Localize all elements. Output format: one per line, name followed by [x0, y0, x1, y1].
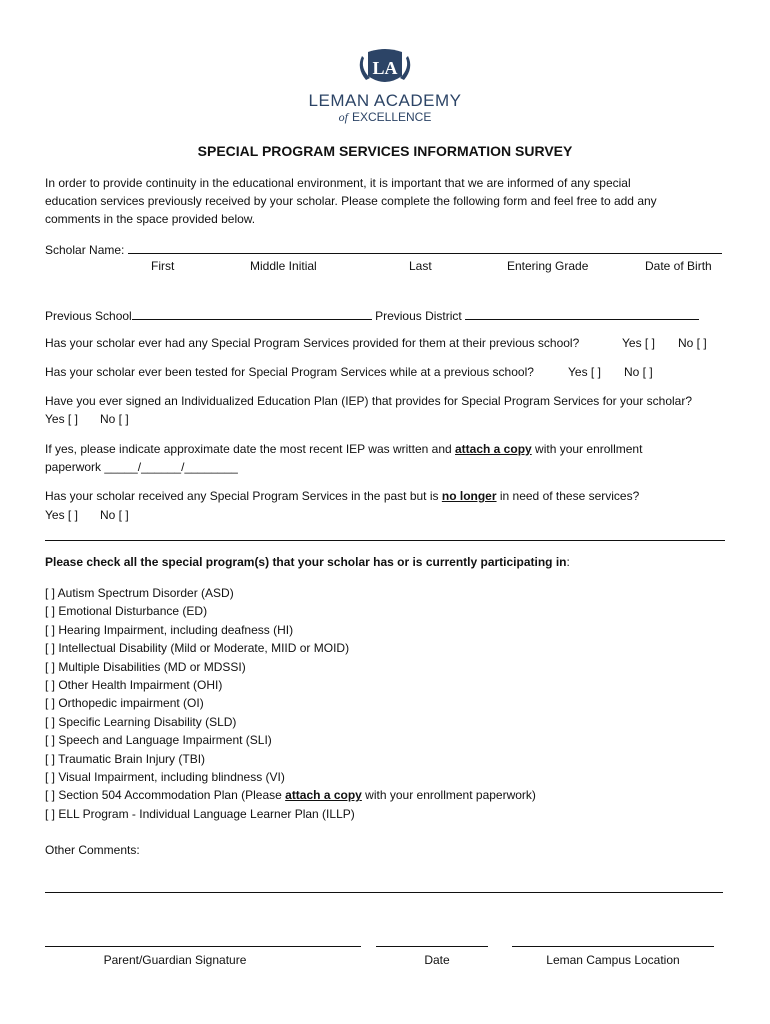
- program-504-text: [ ] Section 504 Accommodation Plan (Please: [45, 788, 286, 803]
- program-ed[interactable]: [ ] Emotional Disturbance (ED): [45, 604, 208, 619]
- q4-attach-emphasis: attach a copy: [455, 442, 532, 456]
- intro-line-1: In order to provide continuity in the educational environment, it is important that we are informed of any special: [45, 176, 631, 190]
- sublabel-dob: Date of Birth: [645, 259, 712, 273]
- svg-text:ofEXCELLENCE: of EXCELLENCE: [338, 110, 432, 124]
- sublabel-last: Last: [409, 259, 432, 273]
- parent-signature-caption: Parent/Guardian Signature: [103, 953, 247, 967]
- programs-heading-text: Please check all the special program(s) that your scholar has or is currently participating in: [45, 555, 567, 569]
- previous-school-field[interactable]: [132, 307, 372, 320]
- q4-text: If yes, please indicate approximate date the most recent IEP was written and: [45, 442, 455, 456]
- scholar-name-field[interactable]: [128, 241, 722, 254]
- program-tbi[interactable]: [ ] Traumatic Brain Injury (TBI): [45, 751, 206, 766]
- q5-yes-checkbox[interactable]: Yes [ ]: [45, 508, 78, 522]
- intro-line-2: education services previously received by your scholar. Please complete the following form and feel free to add any: [45, 194, 657, 208]
- program-hi[interactable]: [ ] Hearing Impairment, including deafness (HI): [45, 622, 294, 637]
- previous-school-label: Previous School: [45, 309, 132, 323]
- programs-heading-colon: :: [566, 555, 570, 569]
- q3-no-checkbox[interactable]: No [ ]: [100, 412, 129, 426]
- q5-no-checkbox[interactable]: No [ ]: [100, 508, 129, 522]
- program-id[interactable]: [ ] Intellectual Disability (Mild or Moderate, MIID or MOID): [45, 641, 350, 656]
- date-field[interactable]: [376, 946, 488, 947]
- other-comments-field[interactable]: [45, 892, 723, 893]
- crest-icon: [290, 48, 480, 126]
- program-ell[interactable]: [ ] ELL Program - Individual Language Learner Plan (ILLP): [45, 806, 355, 821]
- previous-school-row: [45, 307, 699, 323]
- sublabel-first: First: [151, 259, 175, 273]
- q1-no-checkbox[interactable]: No [ ]: [678, 336, 707, 350]
- svg-text:LEMAN ACADEMY: LEMAN ACADEMY: [308, 91, 462, 110]
- program-ohi[interactable]: [ ] Other Health Impairment (OHI): [45, 677, 223, 692]
- scholar-name-label: Scholar Name:: [45, 243, 125, 257]
- program-md[interactable]: [ ] Multiple Disabilities (MD or MDSSI): [45, 659, 246, 674]
- question-no-longer: [45, 489, 639, 503]
- other-comments-label: Other Comments:: [45, 843, 140, 857]
- sublabel-middle: Middle Initial: [250, 259, 317, 273]
- program-sld[interactable]: [ ] Specific Learning Disability (SLD): [45, 714, 237, 729]
- programs-heading: [45, 555, 570, 569]
- program-504-attach-emphasis: attach a copy: [285, 788, 362, 803]
- scholar-name-row: [45, 241, 722, 257]
- program-vi[interactable]: [ ] Visual Impairment, including blindness (VI): [45, 769, 285, 784]
- program-oi[interactable]: [ ] Orthopedic impairment (OI): [45, 696, 204, 711]
- question-iep-date: [45, 442, 642, 456]
- program-sli[interactable]: [ ] Speech and Language Impairment (SLI): [45, 733, 272, 748]
- section-divider: [45, 540, 725, 541]
- question-tested: Has your scholar ever been tested for Special Program Services while at a previous school?: [45, 365, 534, 379]
- q1-yes-checkbox[interactable]: Yes [ ]: [622, 336, 655, 350]
- campus-location-caption: Leman Campus Location: [546, 953, 680, 967]
- campus-location-field[interactable]: [512, 946, 714, 947]
- school-logo: [290, 48, 480, 126]
- previous-district-label: Previous District: [375, 309, 462, 323]
- program-asd[interactable]: [ ] Autism Spectrum Disorder (ASD): [45, 586, 234, 600]
- sublabel-grade: Entering Grade: [507, 259, 589, 273]
- q3-yes-checkbox[interactable]: Yes [ ]: [45, 412, 78, 426]
- iep-date-field[interactable]: paperwork _____/______/________: [45, 460, 238, 474]
- program-504[interactable]: [45, 786, 536, 804]
- previous-district-field[interactable]: [465, 307, 699, 320]
- date-caption: Date: [424, 953, 450, 967]
- svg-text:LA: LA: [372, 58, 398, 78]
- program-checklist: [45, 584, 536, 823]
- form-title: SPECIAL PROGRAM SERVICES INFORMATION SURVEY: [197, 143, 573, 159]
- intro-line-3: comments in the space provided below.: [45, 212, 256, 226]
- program-504-post: with your enrollment paperwork): [361, 788, 536, 803]
- q5-text-post: in need of these services?: [496, 489, 640, 503]
- q5-text: Has your scholar received any Special Program Services in the past but is: [45, 489, 442, 503]
- q4-text-post: with your enrollment: [531, 442, 643, 456]
- q2-yes-checkbox[interactable]: Yes [ ]: [568, 365, 601, 379]
- q5-no-longer-emphasis: no longer: [441, 489, 497, 503]
- parent-signature-field[interactable]: [45, 946, 361, 947]
- q2-no-checkbox[interactable]: No [ ]: [624, 365, 653, 379]
- question-services-provided: Has your scholar ever had any Special Program Services provided for them at their previous school?: [45, 336, 580, 350]
- question-iep: Have you ever signed an Individualized Education Plan (IEP) that provides for Special Program Services for your scholar?: [45, 394, 692, 408]
